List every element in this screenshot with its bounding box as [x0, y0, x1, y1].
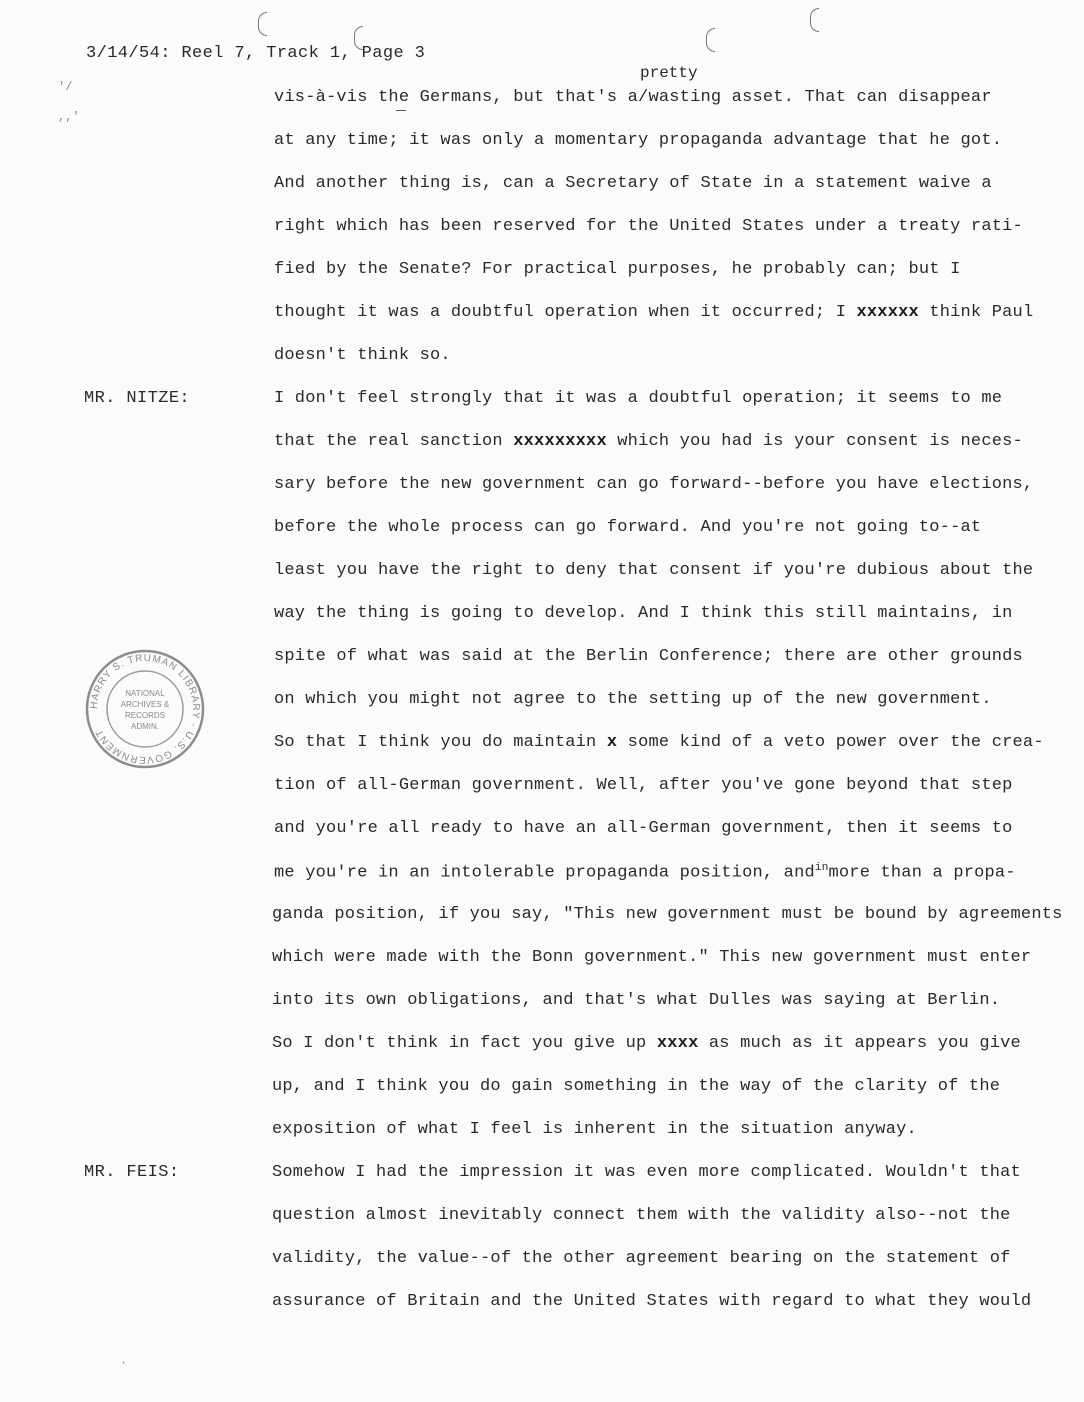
page-header	[86, 44, 425, 63]
text-segment: as much as it appears you give	[698, 1034, 1021, 1053]
text-line: on which you might not agree to the setting up of the new government.	[274, 690, 992, 709]
text-line: least you have the right to deny that consent if you're dubious about the	[274, 561, 1034, 580]
stamp-inner-line: ADMIN.	[131, 722, 159, 731]
text-line: And another thing is, can a Secretary of State in a statement waive a	[274, 174, 992, 193]
stamp-inner-line: RECORDS	[124, 711, 166, 720]
speaker-label-nitze: MR. NITZE:	[84, 389, 191, 408]
text-segment: more than a propa-	[828, 863, 1016, 883]
struck-text: xxxxxx	[856, 303, 919, 322]
text-line: sary before the new government can go forward--before you have elections,	[274, 475, 1034, 494]
handwritten-insertion: in	[814, 862, 829, 874]
header-date-reel-track: 3/14/54: Reel 7, Track 1,	[86, 44, 352, 63]
text-segment: me you're in an intolerable propaganda position, and	[274, 863, 815, 883]
text-line: vis-à-vis the Germans, but that's a/wasting asset. That can disappear	[274, 88, 992, 107]
text-segment: So that I think you do maintain	[274, 733, 607, 752]
text-line: ganda position, if you say, "This new government must be bound by agreements	[272, 905, 1063, 924]
margin-pencil-mark: ·	[120, 1356, 128, 1370]
stamp-outer-ring	[87, 651, 203, 767]
text-line: way the thing is going to develop. And I think this still maintains, in	[274, 604, 1013, 623]
stamp-outer-text: HARRY S. TRUMAN LIBRARY · U.S. GOVERNMENT	[88, 652, 202, 766]
text-line: I don't feel strongly that it was a doubtful operation; it seems to me	[274, 389, 1003, 408]
struck-text: xxxx	[656, 1034, 699, 1053]
stamp-inner-ring	[107, 671, 183, 747]
page-edge-mark	[810, 8, 819, 32]
text-line	[272, 1034, 1021, 1053]
text-line: up, and I think you do gain something in the way of the clarity of the	[272, 1077, 1001, 1096]
text-line: tion of all-German government. Well, after you've gone beyond that step	[274, 776, 1013, 795]
text-line: validity, the value--of the other agreement bearing on the statement of	[272, 1249, 1011, 1268]
page-edge-mark	[258, 12, 267, 36]
margin-pencil-mark: ,,'	[58, 110, 80, 124]
text-line	[274, 432, 1023, 451]
header-page-number: Page 3	[361, 44, 426, 63]
text-line	[274, 733, 1044, 752]
struck-text: xxxxxxxxx	[513, 432, 607, 451]
text-line: exposition of what I feel is inherent in the situation anyway.	[272, 1120, 917, 1139]
text-line: at any time; it was only a momentary propaganda advantage that he got.	[274, 131, 1003, 150]
text-segment: that the real sanction	[274, 432, 514, 451]
text-segment: some kind of a veto power over the crea-	[617, 733, 1044, 752]
stamp-inner-line: NATIONAL	[125, 689, 165, 698]
text-line: doesn't think so.	[274, 346, 451, 365]
struck-text: x	[606, 733, 618, 752]
text-line: question almost inevitably connect them with the validity also--not the	[272, 1206, 1011, 1225]
text-line: and you're all ready to have an all-German government, then it seems to	[274, 819, 1013, 838]
text-line: Somehow I had the impression it was even more complicated. Wouldn't that	[272, 1163, 1021, 1182]
text-line: spite of what was said at the Berlin Conference; there are other grounds	[274, 647, 1023, 666]
text-line: assurance of Britain and the United States with regard to what they would	[272, 1292, 1032, 1311]
stamp-inner-line: ARCHIVES &	[120, 700, 170, 709]
text-line	[274, 303, 1033, 322]
text-line: right which has been reserved for the United States under a treaty rati-	[274, 217, 1023, 236]
handwritten-insertion: pretty	[640, 64, 698, 82]
text-line	[274, 862, 1016, 883]
text-line: fied by the Senate? For practical purposes, he probably can; but I	[274, 260, 961, 279]
text-segment: thought it was a doubtful operation when it occurred; I	[274, 303, 857, 322]
text-line: into its own obligations, and that's what Dulles was saying at Berlin.	[272, 991, 1001, 1010]
text-line: which were made with the Bonn government." This new government must enter	[272, 948, 1032, 967]
text-segment: So I don't think in fact you give up	[272, 1034, 657, 1053]
text-line: before the whole process can go forward. And you're not going to--at	[274, 518, 982, 537]
speaker-label-feis: MR. FEIS:	[84, 1163, 180, 1182]
text-segment: which you had is your consent is neces-	[606, 432, 1023, 451]
page-edge-mark	[706, 28, 715, 52]
margin-pencil-mark: '/	[58, 80, 73, 94]
text-segment: think Paul	[918, 303, 1034, 322]
insertion-caret	[396, 110, 406, 111]
archive-stamp	[84, 648, 206, 770]
